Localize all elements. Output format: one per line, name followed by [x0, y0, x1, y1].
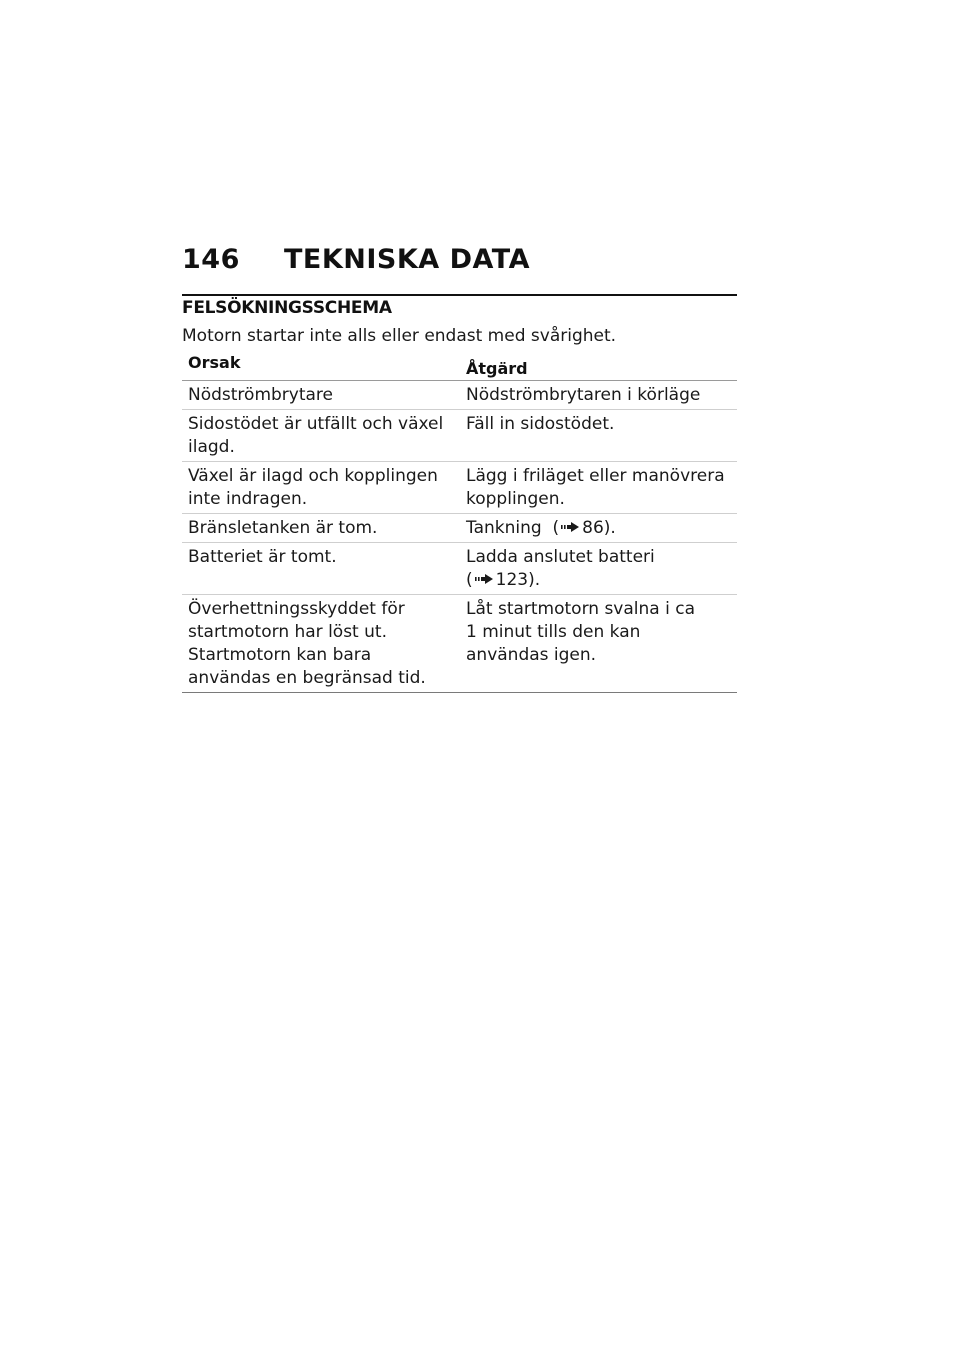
- section-title: FELSÖKNINGSSCHEMA: [182, 298, 392, 318]
- table-row: [182, 462, 737, 514]
- cause-cell: Sidostödet är utfällt och växel ilagd.: [188, 414, 444, 457]
- cause-cell: Växel är ilagd och kopplingen inte indragen.: [188, 466, 438, 509]
- page-reference: 86).: [582, 518, 616, 538]
- cause-cell: Nödströmbrytare: [188, 385, 334, 405]
- troubleshooting-table: [182, 350, 737, 693]
- action-cell: Tankning ( 86).: [466, 518, 616, 538]
- page-number: 146: [182, 244, 240, 275]
- table-row: [182, 410, 737, 462]
- action-text: Ladda anslutet batteri: [466, 547, 655, 567]
- table-header: [182, 350, 737, 381]
- cause-cell: Batteriet är tomt.: [188, 547, 337, 567]
- action-cell: Nödströmbrytaren i körläge: [466, 385, 701, 405]
- table-row: [182, 381, 737, 410]
- table-row: [182, 514, 737, 543]
- page-header: [182, 244, 530, 275]
- cause-cell: Bränsletanken är tom.: [188, 518, 378, 538]
- chapter-title: TEKNISKA DATA: [284, 244, 531, 275]
- header-divider: [182, 294, 737, 296]
- page-reference: 123).: [495, 570, 541, 590]
- action-cell: Fäll in sidostödet.: [466, 414, 615, 434]
- arrow-reference-icon: [561, 522, 579, 532]
- header-cause: Orsak: [188, 353, 241, 372]
- section-intro: Motorn startar inte alls eller endast med svårighet.: [182, 326, 617, 346]
- action-cell: Låt startmotorn svalna i ca 1 minut tills den kan användas igen.: [466, 599, 695, 665]
- cause-cell: Överhettningsskyddet för startmotorn har löst ut. Startmotorn kan bara användas en begränsad tid.: [188, 599, 426, 688]
- action-cell: Lägg i friläget eller manövrera kopplingen.: [466, 466, 725, 509]
- arrow-reference-icon: [475, 574, 493, 584]
- action-text: Tankning: [466, 518, 542, 538]
- action-cell: Ladda anslutet batteri ( 123).: [466, 547, 655, 590]
- table-row: [182, 543, 737, 595]
- header-action: Åtgärd: [466, 359, 528, 378]
- table-row: [182, 595, 737, 693]
